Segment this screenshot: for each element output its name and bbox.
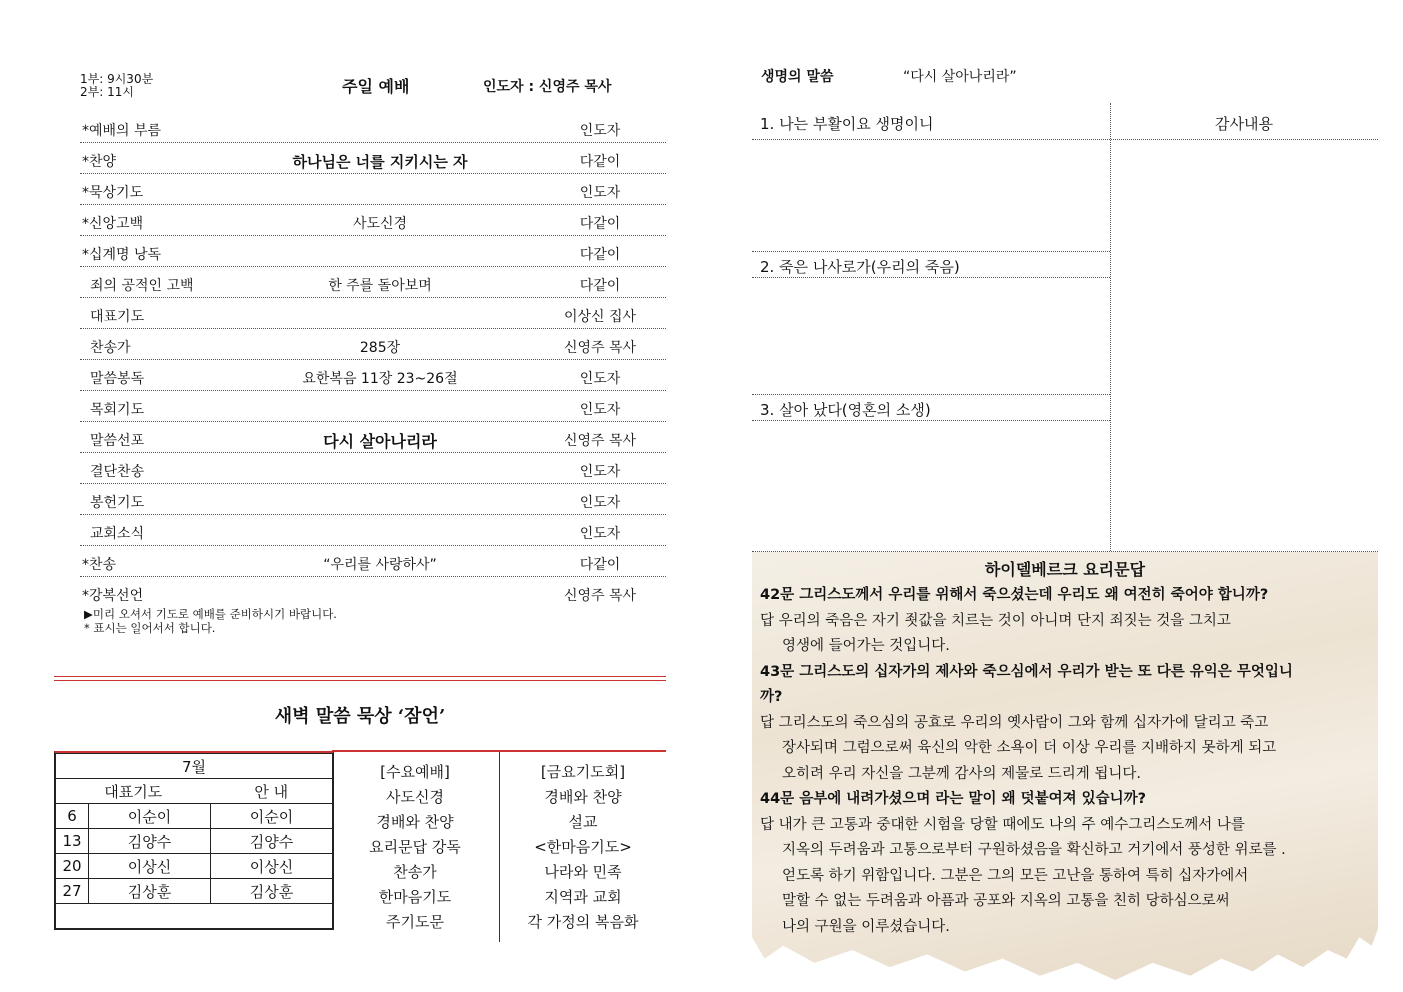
order-leader: 인도자: [579, 495, 621, 511]
order-item: *묵상기도: [82, 185, 144, 201]
answer-line: 오히려 우리 자신을 그분께 감사의 제물로 드리게 됩니다.: [782, 765, 1142, 782]
order-row: [80, 236, 666, 267]
order-row: [80, 298, 666, 329]
schedule-month: 7월: [56, 754, 333, 779]
order-leader: 이상신 집사: [563, 309, 637, 325]
order-content: 요한복음 11장 23~26절: [302, 371, 458, 387]
question-44: 44문 음부에 내려가셨으며 라는 말이 왜 덧붙여져 있습니까?: [760, 791, 1147, 807]
order-row: [80, 143, 666, 174]
order-row: [80, 577, 666, 607]
order-leader: 인도자: [579, 526, 621, 542]
order-item: 말씀봉독: [90, 371, 145, 387]
order-item: 봉헌기도: [90, 495, 145, 511]
schedule-guide: 김상훈: [211, 879, 333, 904]
answer-line: 나의 구원을 이루셨습니다.: [782, 918, 950, 935]
sermon-point-2: 2. 죽은 나사로가(우리의 죽음): [760, 258, 960, 276]
sermon-point-3: 3. 살아 났다(영혼의 소생): [760, 401, 931, 419]
question-43-cont: 까?: [760, 689, 783, 705]
order-row: [80, 112, 666, 143]
wednesday-item: 사도신경: [386, 788, 444, 806]
order-leader: 다같이: [579, 557, 621, 573]
order-row: [80, 515, 666, 546]
order-item: *신앙고백: [82, 216, 144, 232]
service-title: 주일 예배: [342, 77, 410, 96]
note-line: ▶미리 오셔서 기도로 예배를 준비하시기 바랍니다.: [84, 607, 337, 621]
schedule-guide: 이순이: [211, 804, 333, 829]
dawn-meditation-title: 새벽 말씀 묵상 ‘잠언’: [274, 706, 446, 727]
sermon-point-1: 1. 나는 부활이요 생명이니: [760, 115, 934, 133]
divider: [752, 420, 1110, 421]
order-item: 말씀선포: [90, 433, 145, 449]
order-item: 찬송가: [90, 340, 131, 356]
order-leader: 인도자: [579, 185, 621, 201]
order-item: 목회기도: [90, 402, 145, 418]
order-item: *예배의 부름: [82, 123, 162, 139]
prayer-schedule-table: [54, 751, 334, 930]
heidelberg-catechism: [760, 583, 1372, 940]
wednesday-item: 요리문답 강독: [369, 838, 461, 856]
table-row: [56, 804, 333, 829]
order-leader: 신영주 목사: [563, 433, 637, 449]
answer-line: 답 내가 큰 고통과 중대한 시험을 당할 때에도 나의 주 예수그리스도께서 나를: [760, 816, 1245, 833]
order-leader: 다같이: [579, 154, 621, 170]
order-row: [80, 267, 666, 298]
order-row: [80, 422, 666, 453]
schedule-prayer: 이순이: [89, 804, 211, 829]
order-item: *찬양: [82, 154, 117, 170]
wednesday-item: 찬송가: [393, 863, 437, 881]
order-row: [80, 484, 666, 515]
order-content: 사도신경: [352, 216, 408, 232]
order-leader: 인도자: [579, 123, 621, 139]
worship-order: [80, 112, 666, 607]
table-row: [56, 829, 333, 854]
order-row: [80, 360, 666, 391]
schedule-prayer: 이상신: [89, 854, 211, 879]
column-divider: [499, 752, 500, 942]
order-content: 다시 살아나리라: [323, 432, 437, 451]
friday-prayer-meeting: [508, 760, 658, 935]
order-item: 교회소식: [90, 526, 145, 542]
order-content: 285장: [359, 340, 401, 356]
friday-item: 경배와 찬양: [544, 788, 622, 806]
worship-notes: [84, 607, 337, 635]
order-leader: 인도자: [579, 371, 621, 387]
answer-line: 말할 수 없는 두려움과 아픔과 공포와 지옥의 고통을 친히 당하심으로써: [782, 893, 1230, 909]
friday-item: <한마음기도>: [534, 838, 632, 856]
wednesday-service: [340, 760, 490, 935]
answer-line: 장사되며 그럼으로써 육신의 악한 소욕이 더 이상 우리를 지배하지 못하게 되고: [782, 740, 1277, 756]
order-row: [80, 174, 666, 205]
answer-line: 영생에 들어가는 것입니다.: [782, 638, 950, 654]
order-row: [80, 391, 666, 422]
note-line: * 표시는 일어서서 합니다.: [84, 621, 216, 635]
wednesday-item: 경배와 찬양: [376, 813, 454, 831]
friday-title: [금요기도회]: [540, 763, 626, 781]
schedule-day: 27: [56, 879, 89, 904]
order-leader: 인도자: [579, 464, 621, 480]
order-row: [80, 546, 666, 577]
order-leader: 신영주 목사: [563, 588, 637, 604]
order-content: 한 주를 돌아보며: [328, 278, 432, 294]
divider: [752, 551, 1378, 552]
wednesday-item: 한마음기도: [378, 888, 452, 906]
order-item: 죄의 공적인 고백: [90, 278, 194, 294]
schedule-prayer: 김양수: [89, 829, 211, 854]
schedule-day: 6: [56, 804, 89, 829]
divider: [752, 277, 1110, 278]
service-leader: 인도자 : 신영주 목사: [483, 79, 612, 95]
order-item: *십계명 낭독: [82, 247, 162, 263]
heidelberg-title: 하이델베르크 요리문답: [984, 560, 1146, 579]
friday-item: 지역과 교회: [544, 888, 622, 906]
question-42: 42문 그리스도께서 우리를 위해서 죽으셨는데 우리도 왜 여전히 죽어야 합니까?: [760, 587, 1269, 603]
schedule-prayer: 김상훈: [89, 879, 211, 904]
notes-column-divider: [1110, 103, 1111, 551]
order-item: *찬송: [82, 557, 117, 573]
wednesday-item: 주기도문: [386, 913, 444, 931]
table-row: [56, 854, 333, 879]
answer-line: 지옥의 두려움과 고통으로부터 구원하셨음을 확신하고 거기에서 풍성한 위로를 .: [782, 842, 1286, 858]
order-item: 결단찬송: [90, 464, 145, 480]
divider: [752, 139, 1378, 140]
schedule-empty-row: [56, 904, 333, 929]
friday-item: 설교: [568, 813, 598, 831]
schedule-header-guide: 안 내: [211, 779, 333, 804]
order-leader: 인도자: [579, 402, 621, 418]
table-row: [56, 879, 333, 904]
order-content: 하나님은 너를 지키시는 자: [292, 153, 468, 171]
divider: [752, 251, 1110, 252]
service-times: [80, 73, 153, 99]
section-divider: [54, 676, 666, 681]
order-leader: 다같이: [579, 247, 621, 263]
order-item: 대표기도: [90, 309, 145, 325]
divider: [752, 394, 1110, 395]
thanks-heading: 감사내용: [1215, 115, 1273, 133]
friday-item: 나라와 민족: [544, 863, 622, 881]
order-leader: 다같이: [579, 216, 621, 232]
order-leader: 신영주 목사: [563, 340, 637, 356]
order-row: [80, 205, 666, 236]
order-row: [80, 329, 666, 360]
schedule-guide: 김양수: [211, 829, 333, 854]
sermon-label: 생명의 말씀: [761, 69, 834, 85]
sermon-quote: “다시 살아나리라”: [903, 69, 1017, 85]
order-content: “우리를 사랑하사”: [323, 557, 437, 573]
wednesday-title: [수요예배]: [380, 763, 450, 781]
friday-item: 각 가정의 복음화: [527, 913, 639, 931]
order-item: *강복선언: [82, 588, 144, 604]
service-time-2: 2부: 11시: [80, 85, 134, 99]
schedule-day: 20: [56, 854, 89, 879]
order-leader: 다같이: [579, 278, 621, 294]
answer-line: 답 우리의 죽음은 자기 죗값을 치르는 것이 아니며 단지 죄짓는 것을 그치고: [760, 612, 1231, 629]
service-time-1: 1부: 9시30분: [80, 72, 154, 86]
schedule-guide: 이상신: [211, 854, 333, 879]
order-row: [80, 453, 666, 484]
answer-line: 얻도록 하기 위함입니다. 그분은 그의 모든 고난을 통하여 특히 십자가에서: [782, 867, 1249, 884]
question-43: 43문 그리스도의 십자가의 제사와 죽으심에서 우리가 받는 또 다른 유익은 무엇입니: [760, 663, 1293, 680]
schedule-day: 13: [56, 829, 89, 854]
schedule-header-prayer: 대표기도: [56, 779, 211, 804]
answer-line: 답 그리스도의 죽으심의 공효로 우리의 옛사람이 그와 함께 십자가에 달리고 죽고: [760, 714, 1269, 731]
